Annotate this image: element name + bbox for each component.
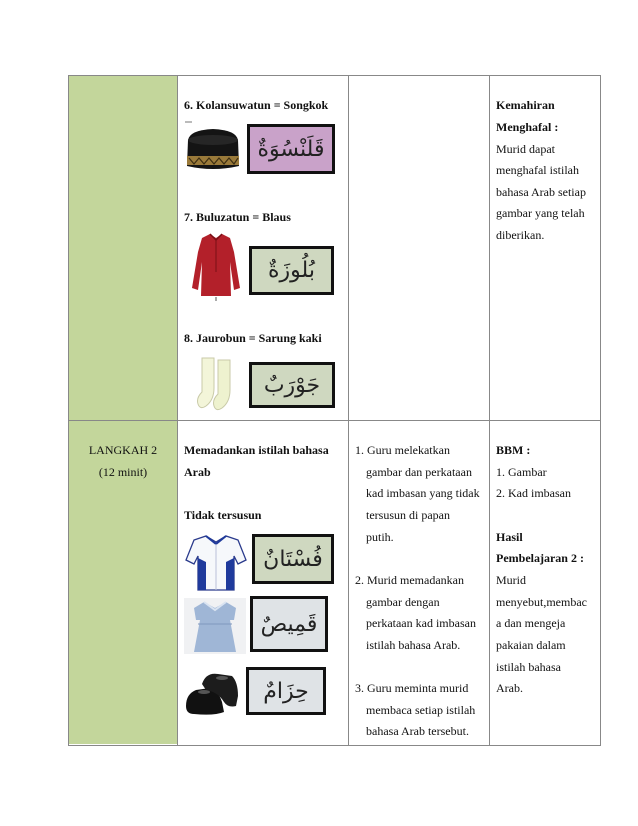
arabic-card-hizam: حِزَامٌ [246, 667, 326, 715]
hasil-text-line5: istilah bahasa [496, 660, 561, 674]
kemahiran-text-line5: diberikan. [496, 228, 545, 242]
hasil-text-line1: Murid [496, 573, 526, 587]
blue-dress-image [184, 598, 246, 654]
table-border-right [600, 75, 601, 746]
kemahiran-heading-line2: Menghafal : [496, 120, 559, 134]
table-border-top [68, 75, 601, 76]
activity-3-line3: bahasa Arab tersebut. [366, 724, 469, 738]
hasil-text-line3: a dan mengeja [496, 616, 566, 630]
activity-2-line4: istilah bahasa Arab. [366, 638, 461, 652]
black-shoes-image [184, 668, 242, 720]
kemahiran-text-line3: bahasa Arab setiap [496, 185, 586, 199]
arabic-card-bluzah: بُلُوزَةٌ [249, 246, 334, 295]
activity-1-line3: kad imbasan yang tidak [366, 486, 480, 500]
row-divider [68, 420, 601, 421]
arabic-card-jawrab: جَوْرَبٌ [249, 362, 335, 408]
bbm-heading: BBM : [496, 443, 531, 457]
songkok-cap-image [184, 118, 242, 182]
step-label: LANGKAH 2 [88, 443, 158, 457]
hasil-text-line6: Arab. [496, 681, 523, 695]
red-blouse-image [190, 232, 242, 302]
school-uniform-image [184, 534, 248, 592]
kemahiran-text-line1: Murid dapat [496, 142, 555, 156]
activity-title-line2: Arab [184, 465, 211, 479]
vocab-item-6-label: 6. Kolansuwatun = Songkok [184, 98, 329, 112]
activity-3-line1: 3. Guru meminta murid [355, 681, 469, 695]
step-duration: (12 minit) [98, 465, 148, 479]
table-border-left [68, 75, 69, 746]
bbm-item-1: 1. Gambar [496, 465, 547, 479]
step-column-background [69, 76, 177, 744]
vocab-item-8-label: 8. Jaurobun = Sarung kaki [184, 331, 322, 345]
activity-1-line5: putih. [366, 530, 394, 544]
activity-2-line3: perkataan kad imbasan [366, 616, 476, 630]
bbm-item-2: 2. Kad imbasan [496, 486, 571, 500]
table-divider-2 [348, 75, 349, 746]
activity-1-line2: gambar dan perkataan [366, 465, 472, 479]
activity-title-line1: Memadankan istilah bahasa [184, 443, 329, 457]
hasil-heading-line2: Pembelajaran 2 : [496, 551, 584, 565]
hasil-heading-line1: Hasil [496, 530, 523, 544]
hasil-text-line4: pakaian dalam [496, 638, 566, 652]
arabic-card-qalansuwah: قَلَنْسُوَةٌ [247, 124, 335, 174]
table-divider-3 [489, 75, 490, 746]
activity-1-line4: tersusun di papan [366, 508, 450, 522]
arabic-card-fustan: فُسْتَانٌ [252, 534, 334, 584]
activity-2-line2: gambar dengan [366, 595, 440, 609]
hasil-text-line2: menyebut,membac [496, 595, 587, 609]
activity-3-line2: membaca setiap istilah [366, 703, 476, 717]
kemahiran-text-line4: gambar yang telah [496, 206, 585, 220]
table-border-bottom [68, 745, 601, 746]
kemahiran-heading-line1: Kemahiran [496, 98, 555, 112]
activity-1-line1: 1. Guru melekatkan [355, 443, 450, 457]
activity-2-line1: 2. Murid memadankan [355, 573, 464, 587]
socks-image [196, 356, 238, 412]
table-divider-1 [177, 75, 178, 746]
activity-subtitle: Tidak tersusun [184, 508, 262, 522]
vocab-item-7-label: 7. Buluzatun = Blaus [184, 210, 291, 224]
kemahiran-text-line2: menghafal istilah [496, 163, 579, 177]
arabic-card-qamis: قَمِيصٌ [250, 596, 328, 652]
